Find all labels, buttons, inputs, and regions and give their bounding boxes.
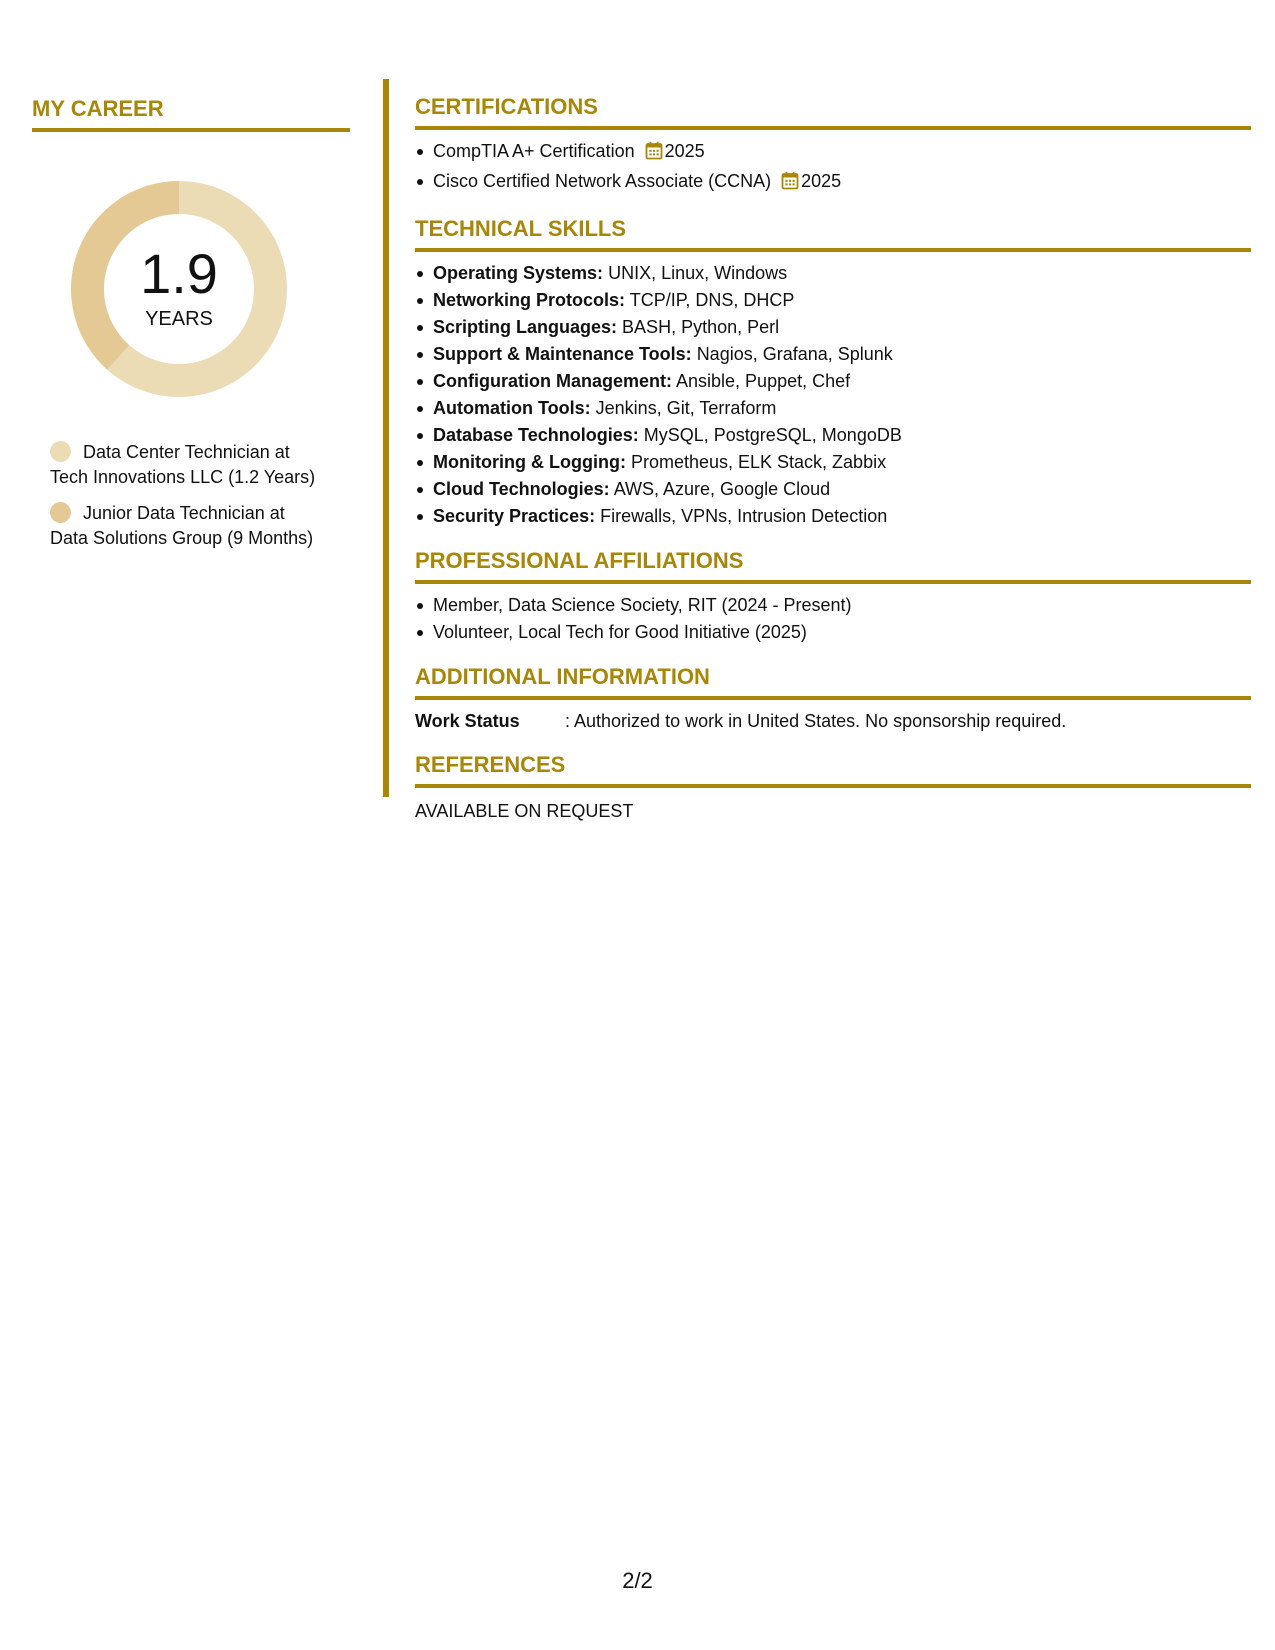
career-donut-chart — [66, 176, 292, 402]
skill-item — [433, 422, 1251, 449]
skills-title: TECHNICAL SKILLS — [415, 216, 1251, 252]
affiliation-item: Volunteer, Local Tech for Good Initiative (2025) — [433, 619, 1251, 646]
references-section — [415, 752, 1251, 824]
career-legend-item — [50, 501, 350, 551]
skill-item — [433, 260, 1251, 287]
skill-value: AWS, Azure, Google Cloud — [613, 479, 831, 499]
skill-item — [433, 395, 1251, 422]
references-text: AVAILABLE ON REQUEST — [415, 801, 634, 821]
skill-value: UNIX, Linux, Windows — [608, 263, 788, 283]
skill-label: Networking Protocols: — [433, 290, 626, 310]
calendar-icon — [781, 171, 799, 198]
certification-year: 2025 — [664, 141, 705, 161]
skill-label: Security Practices: — [433, 506, 596, 526]
skill-value: Firewalls, VPNs, Intrusion Detection — [600, 506, 888, 526]
additional-info-title: ADDITIONAL INFORMATION — [415, 664, 1251, 700]
skills-list — [415, 260, 1251, 530]
work-status-value: : Authorized to work in United States. No sponsorship required. — [565, 711, 1067, 731]
certification-name: CompTIA A+ Certification — [433, 141, 635, 161]
skill-item — [433, 287, 1251, 314]
certifications-section — [415, 94, 1251, 198]
skill-value: Nagios, Grafana, Splunk — [696, 344, 893, 364]
skill-item — [433, 341, 1251, 368]
skill-value: Ansible, Puppet, Chef — [676, 371, 851, 391]
skill-label: Database Technologies: — [433, 425, 639, 445]
career-legend-item — [50, 440, 350, 490]
skill-label: Cloud Technologies: — [433, 479, 610, 499]
skill-item — [433, 503, 1251, 530]
page-number: 2/2 — [622, 1568, 653, 1593]
skills-section — [415, 216, 1251, 530]
references-title: REFERENCES — [415, 752, 1251, 788]
certification-name: Cisco Certified Network Associate (CCNA) — [433, 171, 772, 191]
work-status-row — [415, 708, 1251, 734]
certifications-title: CERTIFICATIONS — [415, 94, 1251, 130]
legend-dot-1 — [50, 441, 71, 462]
calendar-icon — [645, 141, 663, 168]
career-column — [32, 96, 350, 562]
skill-value: BASH, Python, Perl — [622, 317, 780, 337]
work-status-label: Work Status — [415, 711, 520, 731]
skill-item — [433, 368, 1251, 395]
certification-item — [433, 138, 1251, 168]
skill-item — [433, 449, 1251, 476]
skill-label: Operating Systems: — [433, 263, 604, 283]
career-total-value: 1.9 — [140, 241, 218, 305]
certification-year: 2025 — [801, 171, 842, 191]
skill-item — [433, 314, 1251, 341]
skill-value: Prometheus, ELK Stack, Zabbix — [630, 452, 887, 472]
career-total-unit: YEARS — [145, 307, 213, 330]
affiliation-item: Member, Data Science Society, RIT (2024 - Present) — [433, 592, 1251, 619]
skill-label: Monitoring & Logging: — [433, 452, 626, 472]
column-divider — [383, 79, 389, 797]
skill-item — [433, 476, 1251, 503]
legend-line1: Data Center Technician at — [83, 442, 290, 462]
skill-value: Jenkins, Git, Terraform — [595, 398, 777, 418]
affiliations-title: PROFESSIONAL AFFILIATIONS — [415, 548, 1251, 584]
affiliations-section — [415, 548, 1251, 646]
additional-info-section — [415, 664, 1251, 734]
certifications-list — [415, 138, 1251, 198]
legend-line2: Tech Innovations LLC (1.2 Years) — [50, 467, 316, 487]
details-column — [415, 94, 1251, 842]
legend-dot-2 — [50, 502, 71, 523]
certification-item — [433, 168, 1251, 198]
career-legend — [50, 440, 350, 551]
skill-value: TCP/IP, DNS, DHCP — [629, 290, 795, 310]
skill-value: MySQL, PostgreSQL, MongoDB — [643, 425, 902, 445]
skill-label: Automation Tools: — [433, 398, 591, 418]
skill-label: Scripting Languages: — [433, 317, 618, 337]
skill-label: Configuration Management: — [433, 371, 672, 391]
career-title: MY CAREER — [32, 96, 350, 132]
legend-line2: Data Solutions Group (9 Months) — [50, 528, 314, 548]
skill-label: Support & Maintenance Tools: — [433, 344, 692, 364]
legend-line1: Junior Data Technician at — [83, 503, 285, 523]
affiliations-list — [415, 592, 1251, 646]
